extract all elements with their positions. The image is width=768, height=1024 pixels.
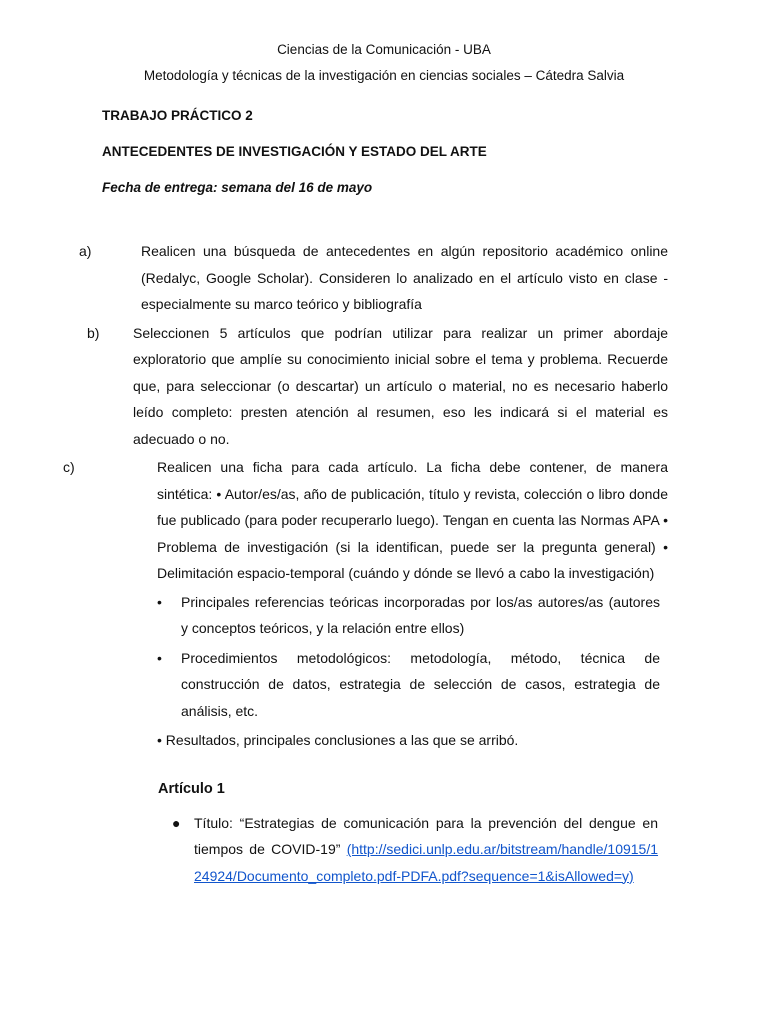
header-institution: Ciencias de la Comunicación - UBA — [277, 42, 491, 57]
bullet-icon: • — [157, 593, 162, 610]
list-item-c — [63, 454, 668, 587]
article-1-title-text: Título: “Estrategias de comunicación para la prevención del dengue en tiempos de COVID-19” — [194, 814, 658, 857]
due-date: Fecha de entrega: semana del 16 de mayo — [102, 180, 373, 195]
sub-item-results — [157, 727, 660, 754]
list-marker-b: b) — [87, 324, 100, 341]
section-title: ANTECEDENTES DE INVESTIGACIÓN Y ESTADO DEL ARTE — [102, 144, 487, 159]
list-item-c-text: Realicen una ficha para cada artículo. La ficha debe contener, de manera sintética: • Autor/es/as, año de publicación, título y revista, colección o libro donde fue publicado (para poder recuperarlo luego). Tengan en cuenta las Normas APA • Problema de investigación (si la identifican, puede ser la pregunta general) • Delimitación espacio-temporal (cuándo y dónde se llevó a cabo la investigación) — [157, 459, 668, 581]
article-1-link[interactable]: (http://sedici.unlp.edu.ar/bitstream/handle/10915/124924/Documento_completo.pdf-PDFA.pdf?sequence=1&isAllowed=y) — [194, 841, 659, 884]
sub-item-text: Principales referencias teóricas incorporadas por los/as autores/as (autores y conceptos teóricos, y la relación entre ellos) — [181, 593, 660, 636]
sub-item-text: Procedimientos metodológicos: metodología, método, técnica de construcción de datos, estrategia de selección de casos, estrategia de análisis, etc. — [181, 649, 660, 719]
list-item-a — [79, 238, 668, 318]
article-1-title-item — [172, 810, 659, 890]
sub-item-text: • Resultados, principales conclusiones a las que se arribó. — [157, 732, 519, 748]
sub-item-theoretical-references — [157, 589, 660, 642]
list-item-a-text: Realicen una búsqueda de antecedentes en algún repositorio académico online (Redalyc, Google Scholar). Consideren lo analizado en el artículo visto en clase - especialmente su marco teórico y bibliografía — [141, 243, 668, 312]
assignment-title: TRABAJO PRÁCTICO 2 — [102, 108, 253, 123]
article-1-heading: Artículo 1 — [158, 780, 225, 797]
header-course: Metodología y técnicas de la investigación en ciencias sociales – Cátedra Salvia — [143, 68, 625, 83]
bullet-icon: ● — [172, 814, 181, 831]
sub-item-methodological-procedures — [157, 645, 660, 725]
list-marker-a: a) — [79, 243, 92, 259]
bullet-icon: • — [157, 649, 162, 666]
list-item-b-text: Seleccionen 5 artículos que podrían utilizar para realizar un primer abordaje exploratorio que amplíe su conocimiento inicial sobre el tema y problema. Recuerde que, para seleccionar (o descartar) un artículo o material, no es necesario haberlo leído completo: presten atención al resumen, eso les indicará si el material es adecuado o no. — [133, 324, 668, 447]
list-marker-c: c) — [63, 459, 75, 475]
list-item-b — [87, 320, 668, 453]
